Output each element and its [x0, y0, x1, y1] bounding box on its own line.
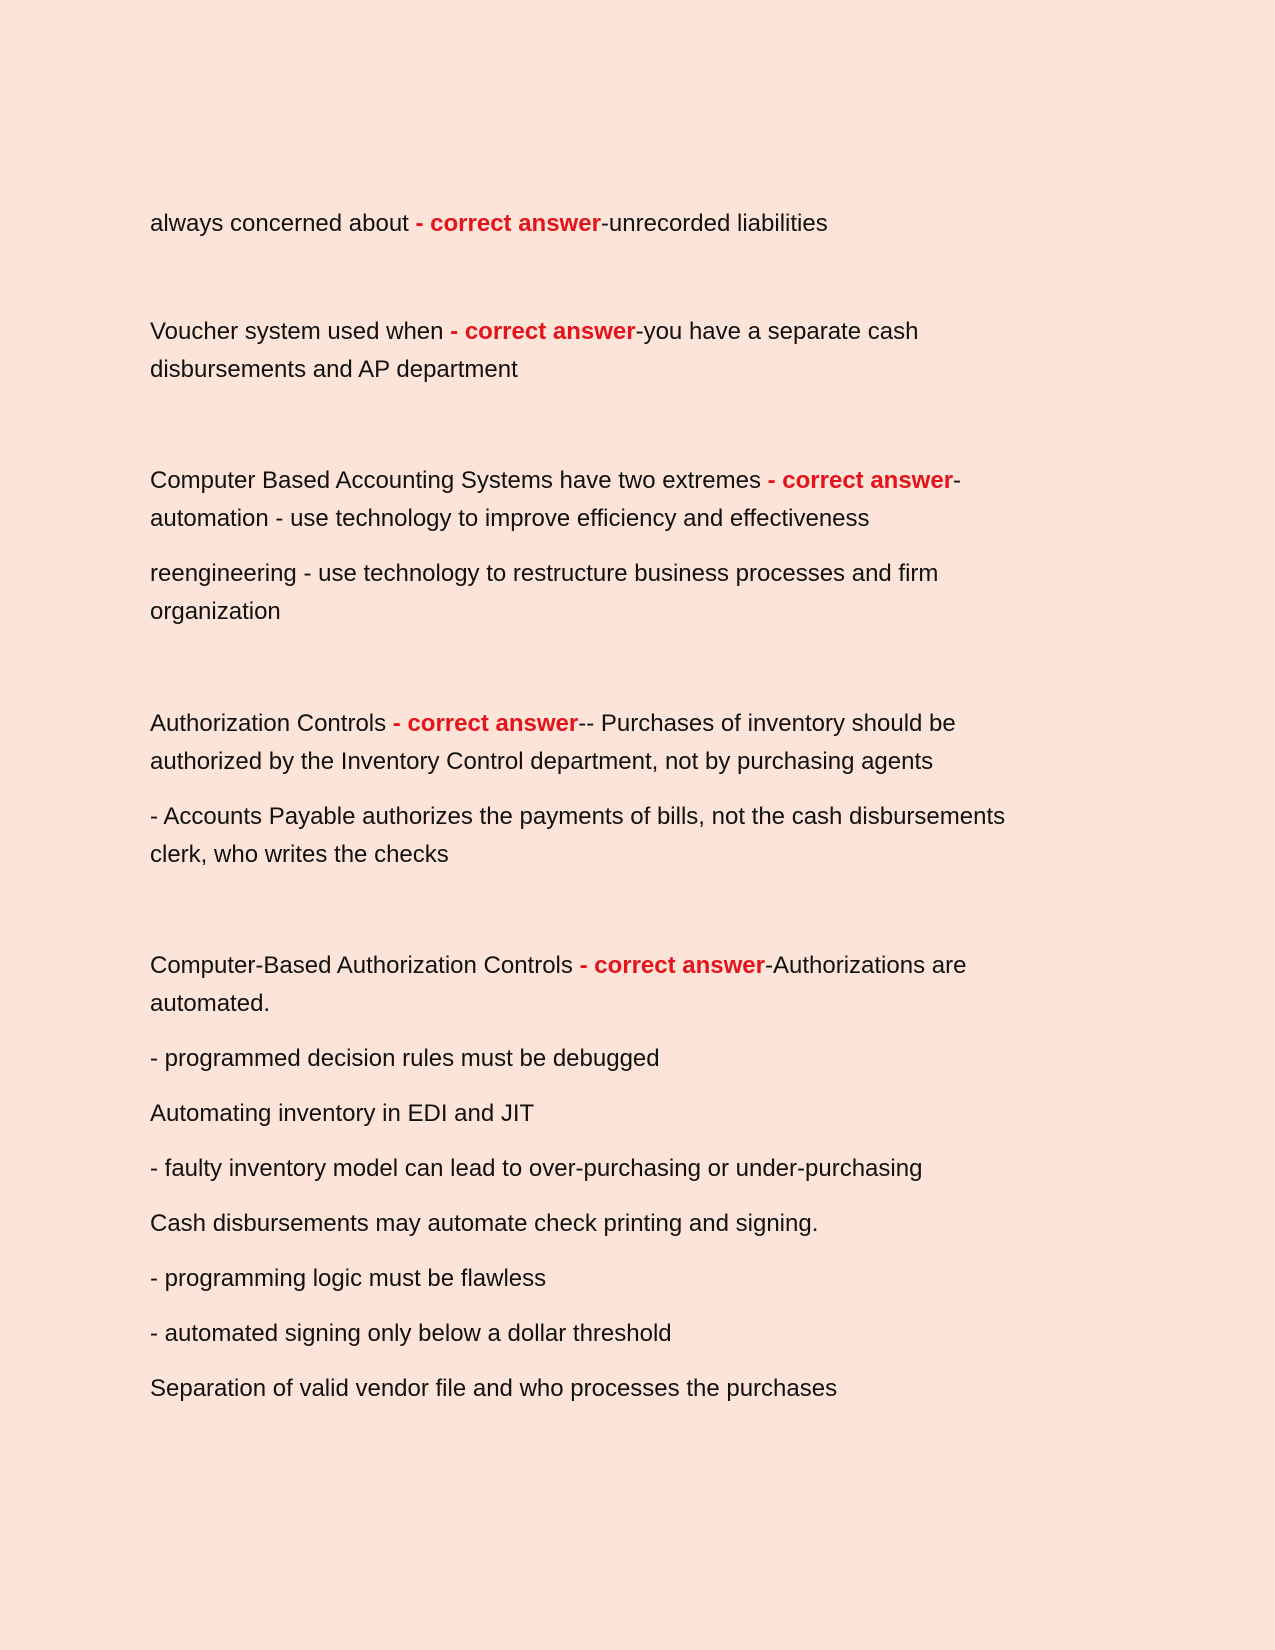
answer-paragraph [150, 1370, 1110, 1408]
qa-entry-line [150, 462, 1110, 500]
answer-line: organization [150, 598, 281, 625]
answer-line: - Accounts Payable authorizes the payments of bills, not the cash disbursements [150, 803, 1006, 830]
question-text: Computer-Based Authorization Controls [150, 952, 580, 979]
answer-line: - automated signing only below a dollar threshold [150, 1320, 672, 1347]
qa-entry-4 [150, 705, 1110, 874]
answer-continuation: authorized by the Inventory Control department, not by purchasing agents [150, 748, 934, 775]
answer-continuation: automation - use technology to improve efficiency and effectiveness [150, 505, 870, 532]
correct-answer-marker: - correct answer [392, 710, 579, 737]
answer-paragraph [150, 1150, 1110, 1188]
answer-paragraph [150, 1315, 1110, 1353]
answer-text: -- Purchases of inventory should be [578, 710, 956, 737]
correct-answer-marker: - correct answer [579, 952, 765, 979]
correct-answer-marker: - correct answer [415, 210, 601, 237]
answer-paragraph [150, 1260, 1110, 1298]
answer-line: Separation of valid vendor file and who processes the purchases [150, 1375, 838, 1402]
answer-text: -Authorizations are [764, 952, 967, 979]
answer-line: - programmed decision rules must be debugged [150, 1045, 660, 1072]
qa-entry-5 [150, 947, 1110, 1408]
answer-line: - faulty inventory model can lead to over-purchasing or under-purchasing [150, 1155, 923, 1182]
answer-text: -you have a separate cash [635, 318, 919, 345]
answer-paragraph [150, 1040, 1110, 1078]
qa-entry-1 [150, 205, 1110, 243]
question-text: Computer Based Accounting Systems have two extremes [150, 467, 768, 494]
answer-line: Cash disbursements may automate check printing and signing. [150, 1210, 819, 1237]
answer-line: reengineering - use technology to restructure business processes and firm [150, 560, 939, 587]
qa-entry-line [150, 313, 1110, 351]
correct-answer-marker: - correct answer [450, 318, 636, 345]
qa-entry-line [150, 205, 1110, 243]
answer-paragraph [150, 1095, 1110, 1133]
document-page [150, 0, 1110, 1650]
answer-paragraph [150, 947, 1110, 1023]
answer-line: - programming logic must be flawless [150, 1265, 547, 1292]
answer-line: Automating inventory in EDI and JIT [150, 1100, 535, 1127]
answer-paragraph [150, 462, 1110, 538]
qa-entry-line [150, 705, 1110, 743]
answer-paragraph [150, 555, 1110, 631]
answer-line: clerk, who writes the checks [150, 841, 449, 868]
answer-continuation: automated. [150, 990, 271, 1017]
answer-paragraph [150, 1205, 1110, 1243]
question-text: Authorization Controls [150, 710, 393, 737]
answer-text: - [953, 467, 962, 494]
qa-entry-2 [150, 313, 1110, 389]
question-text: always concerned about [150, 210, 416, 237]
answer-continuation: disbursements and AP department [150, 356, 518, 383]
question-text: Voucher system used when [150, 318, 451, 345]
correct-answer-marker: - correct answer [767, 467, 954, 494]
answer-paragraph [150, 705, 1110, 781]
answer-paragraph [150, 798, 1110, 874]
qa-entry-line [150, 947, 1110, 985]
qa-entry-3 [150, 462, 1110, 631]
answer-text: -unrecorded liabilities [600, 210, 828, 237]
